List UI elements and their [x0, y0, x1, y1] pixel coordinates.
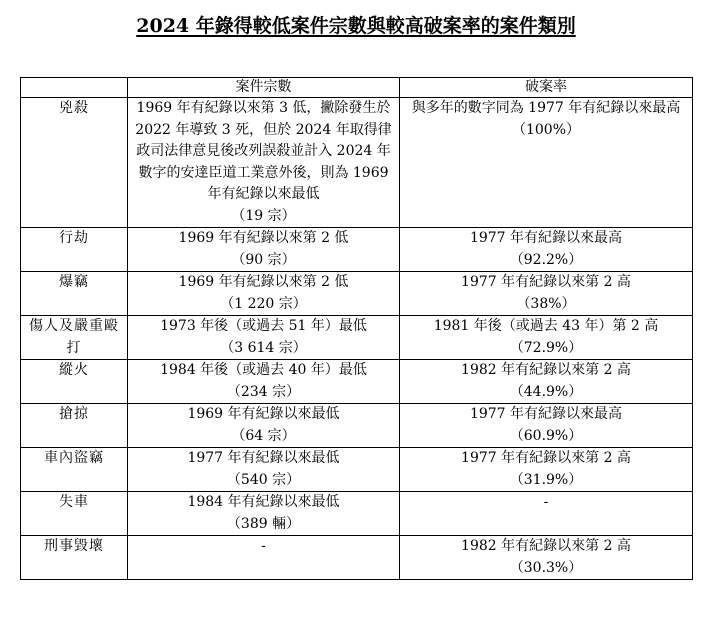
- row-category: 縱火: [21, 360, 128, 404]
- row-category: 車內盜竊: [21, 448, 128, 492]
- row-rate-value: （30.3%）: [509, 559, 583, 576]
- header-detection-rate: 破案率: [400, 78, 693, 98]
- row-rate-cell: [400, 98, 693, 228]
- header-case-count: 案件宗數: [128, 78, 400, 98]
- table-row: [21, 536, 693, 580]
- row-count-desc: 1977 年有紀錄以來最低: [187, 450, 340, 466]
- row-rate-desc: 1977 年有紀錄以來最高: [469, 406, 623, 422]
- row-rate-value: （44.9%）: [509, 383, 583, 400]
- row-category: 刑事毀壞: [21, 536, 128, 580]
- row-rate-cell: [400, 492, 693, 536]
- row-count-desc: -: [261, 538, 266, 554]
- row-rate-value: （72.9%）: [509, 339, 583, 356]
- row-count-desc: 1969 年有紀錄以來第 3 低，撇除發生於 2022 年導致 3 死，但於 2024 年取得律政司法律意見後改列誤殺並計入 2024 年數字的安達臣道工業意外後，則為 1969 年有紀錄以來最低: [135, 100, 392, 202]
- row-category: 爆竊: [21, 272, 128, 316]
- row-rate-desc: 1981 年後（或過去 43 年）第 2 高: [433, 318, 659, 334]
- row-rate-cell: [400, 404, 693, 448]
- row-rate-value: （38%）: [516, 295, 576, 312]
- row-rate-value: （60.9%）: [509, 427, 583, 444]
- row-category: 兇殺: [21, 98, 128, 228]
- row-count-cell: [128, 360, 400, 404]
- row-category: 搶掠: [21, 404, 128, 448]
- row-category: 失車: [21, 492, 128, 536]
- row-rate-cell: [400, 360, 693, 404]
- row-count-value: （1 220 宗）: [220, 295, 307, 312]
- table-header: [21, 78, 693, 98]
- row-rate-cell: [400, 536, 693, 580]
- row-rate-desc: -: [543, 494, 549, 510]
- row-rate-desc: 1977 年有紀錄以來最高: [469, 230, 623, 246]
- row-count-cell: [128, 272, 400, 316]
- table-body: [21, 98, 693, 580]
- crime-stats-table: [20, 77, 693, 580]
- row-count-value: （234 宗）: [226, 383, 301, 400]
- row-count-cell: [128, 404, 400, 448]
- row-count-value: （540 宗）: [226, 471, 301, 488]
- table-row: [21, 228, 693, 272]
- row-count-cell: [128, 492, 400, 536]
- row-rate-cell: [400, 316, 693, 360]
- row-count-cell: [128, 228, 400, 272]
- row-count-cell: [128, 448, 400, 492]
- row-count-desc: 1969 年有紀錄以來第 2 低: [178, 274, 349, 290]
- header-category: [21, 78, 128, 98]
- table-row: [21, 98, 693, 228]
- row-count-cell: [128, 98, 400, 228]
- page-title-text: 2024 年錄得較低案件宗數與較高破案率的案件類別: [136, 15, 576, 37]
- table-row: [21, 448, 693, 492]
- row-count-desc: 1984 年有紀錄以來最低: [187, 494, 340, 510]
- row-category: 行劫: [21, 228, 128, 272]
- table-row: [21, 360, 693, 404]
- row-rate-cell: [400, 228, 693, 272]
- row-rate-cell: [400, 448, 693, 492]
- row-count-desc: 1969 年有紀錄以來第 2 低: [178, 230, 349, 246]
- row-count-desc: 1969 年有紀錄以來最低: [187, 406, 340, 422]
- table-row: [21, 404, 693, 448]
- table-row: [21, 272, 693, 316]
- table-row: [21, 492, 693, 536]
- row-rate-value: （92.2%）: [509, 251, 583, 268]
- table-header-row: [21, 78, 693, 98]
- row-rate-desc: 1982 年有紀錄以來第 2 高: [461, 538, 631, 554]
- row-count-value: （19 宗）: [231, 207, 296, 224]
- row-count-value: （64 宗）: [231, 427, 296, 444]
- row-rate-value: （100%）: [511, 121, 581, 138]
- table-row: [21, 316, 693, 360]
- row-rate-desc: 與多年的數字同為 1977 年有紀錄以來最高: [411, 100, 681, 116]
- row-count-desc: 1984 年後（或過去 40 年）最低: [160, 362, 367, 378]
- row-rate-value: （31.9%）: [509, 471, 583, 488]
- row-rate-desc: 1982 年有紀錄以來第 2 高: [461, 362, 631, 378]
- row-count-desc: 1973 年後（或過去 51 年）最低: [160, 318, 367, 334]
- row-count-value: （389 輛）: [226, 515, 301, 532]
- row-count-value: （3 614 宗）: [220, 339, 307, 356]
- row-rate-desc: 1977 年有紀錄以來第 2 高: [461, 274, 631, 290]
- row-count-value: （90 宗）: [231, 251, 296, 268]
- row-rate-cell: [400, 272, 693, 316]
- page-title: [0, 12, 712, 40]
- row-category: 傷人及嚴重毆打: [21, 316, 128, 360]
- row-count-cell: [128, 536, 400, 580]
- row-count-cell: [128, 316, 400, 360]
- row-rate-desc: 1977 年有紀錄以來第 2 高: [461, 450, 631, 466]
